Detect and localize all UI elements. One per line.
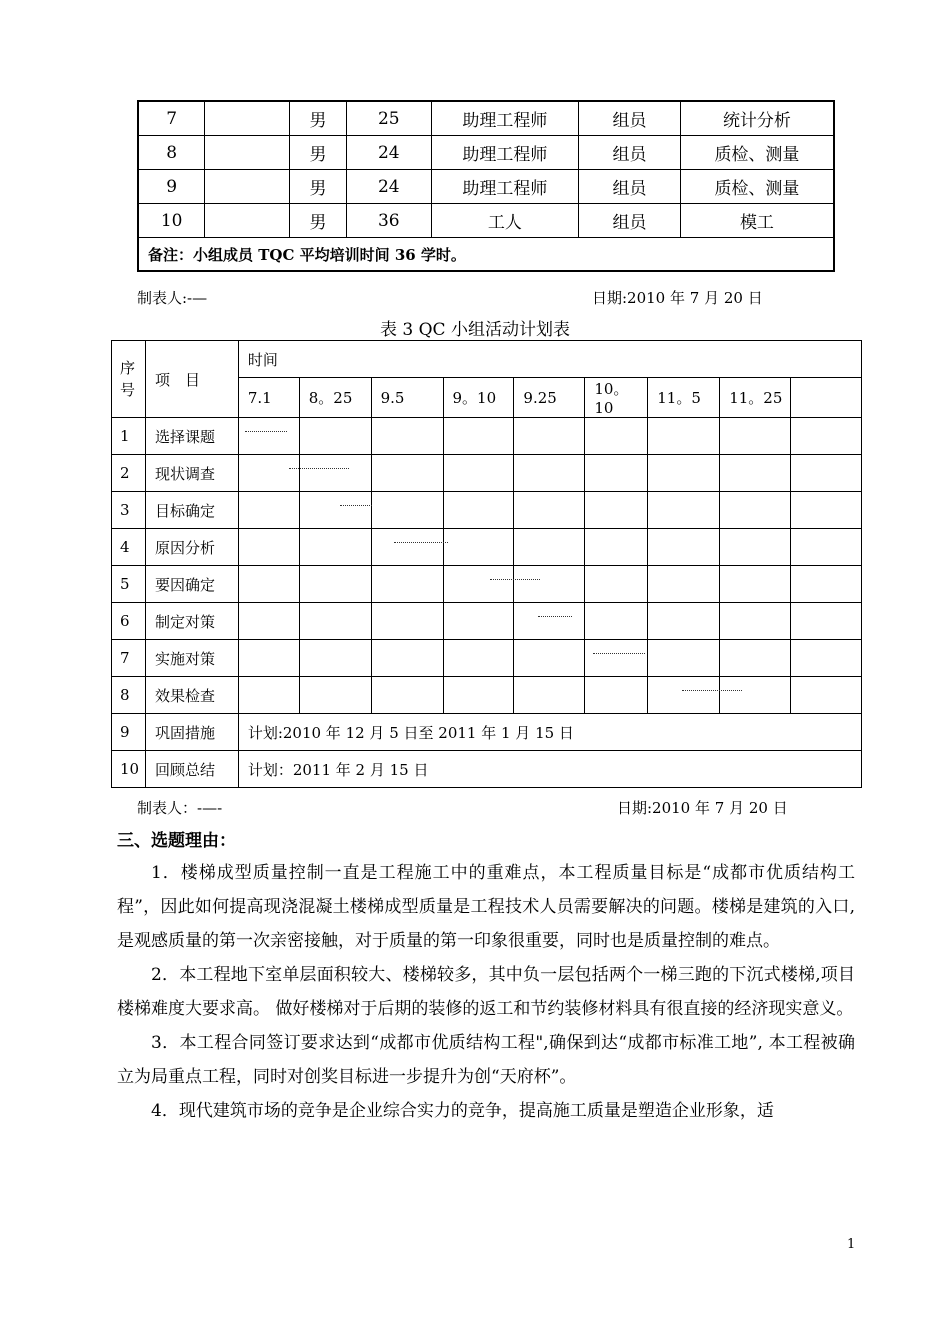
- member-duty-cell: 质检、测量: [680, 136, 834, 170]
- schedule-cell: [720, 640, 791, 677]
- schedule-cell: [238, 677, 299, 714]
- schedule-cell: [720, 492, 791, 529]
- plan-item-cell: 制定对策: [145, 603, 238, 640]
- plan-row: [112, 640, 862, 677]
- plan-row: [112, 455, 862, 492]
- member-duty-cell: 质检、测量: [680, 170, 834, 204]
- schedule-cell: [791, 677, 862, 714]
- schedule-cell: [791, 566, 862, 603]
- plan-row: [112, 566, 862, 603]
- member-age-cell: 24: [346, 170, 431, 204]
- schedule-cell: [514, 566, 585, 603]
- schedule-cell: [514, 603, 585, 640]
- member-duty-cell: 模工: [680, 204, 834, 238]
- schedule-cell: [791, 640, 862, 677]
- member-gender-cell: 男: [290, 204, 347, 238]
- schedule-cell: [238, 603, 299, 640]
- member-gender-cell: 男: [290, 101, 347, 136]
- plan-maker: 制表人：-—-: [137, 799, 223, 817]
- schedule-cell: [720, 529, 791, 566]
- plan-row: [112, 418, 862, 455]
- schedule-cell: [238, 455, 299, 492]
- schedule-cell: [791, 418, 862, 455]
- schedule-bar: [538, 616, 572, 617]
- schedule-cell: [371, 529, 443, 566]
- schedule-cell: [648, 492, 720, 529]
- schedule-cell: [648, 529, 720, 566]
- schedule-cell: [299, 455, 371, 492]
- plan-no-cell: 3: [112, 492, 146, 529]
- header-time: 时间: [238, 341, 861, 378]
- paragraph-2: 2．本工程地下室单层面积较大、楼梯较多，其中负一层包括两个一梯三跑的下沉式楼梯,项目楼梯难度大要求高。 做好楼梯对于后期的装修的返工和节约装修材料具有很直接的经济现实意义。: [117, 965, 855, 1019]
- plan-row: [112, 751, 862, 788]
- members-note: 备注：小组成员 TQC 平均培训时间 36 学时。: [138, 238, 834, 272]
- schedule-cell: [371, 677, 443, 714]
- schedule-cell: [238, 492, 299, 529]
- member-no-cell: 10: [138, 204, 205, 238]
- schedule-cell: [791, 455, 862, 492]
- date-header-cell: 9.25: [514, 378, 585, 418]
- schedule-cell: [585, 418, 648, 455]
- member-role-cell: 组员: [579, 136, 681, 170]
- date-header-cell: 8。25: [299, 378, 371, 418]
- schedule-cell: [443, 640, 514, 677]
- member-name-cell: [205, 136, 290, 170]
- plan-no-cell: 4: [112, 529, 146, 566]
- header-no: 序号: [112, 341, 146, 418]
- schedule-cell: [443, 677, 514, 714]
- schedule-cell: [371, 492, 443, 529]
- plan-item-cell: 目标确定: [145, 492, 238, 529]
- member-name-cell: [205, 101, 290, 136]
- schedule-cell: [585, 529, 648, 566]
- schedule-cell: [299, 603, 371, 640]
- schedule-cell: [791, 529, 862, 566]
- plan-no-cell: 9: [112, 714, 146, 751]
- schedule-bar: [245, 431, 287, 432]
- schedule-cell: [648, 455, 720, 492]
- member-gender-cell: 男: [290, 170, 347, 204]
- section-heading: 三、选题理由：: [117, 831, 236, 851]
- schedule-cell: [514, 529, 585, 566]
- member-no-cell: 8: [138, 136, 205, 170]
- plan-no-cell: 8: [112, 677, 146, 714]
- member-title-cell: 助理工程师: [431, 101, 579, 136]
- schedule-cell: [720, 677, 791, 714]
- date-header-cell: 11。25: [720, 378, 791, 418]
- member-row: [138, 170, 834, 204]
- member-role-cell: 组员: [579, 204, 681, 238]
- plan-item-cell: 选择课题: [145, 418, 238, 455]
- plan-table-title: 表 3 QC 小组活动计划表: [380, 320, 570, 340]
- member-row: [138, 204, 834, 238]
- schedule-cell: [443, 603, 514, 640]
- schedule-cell: [648, 418, 720, 455]
- schedule-cell: [299, 677, 371, 714]
- schedule-cell: [585, 640, 648, 677]
- members-maker: 制表人:-—: [137, 289, 208, 307]
- date-header-cell: 7.1: [238, 378, 299, 418]
- plan-no-cell: 5: [112, 566, 146, 603]
- date-header-cell: 11。5: [648, 378, 720, 418]
- schedule-cell: [585, 492, 648, 529]
- schedule-cell: [720, 603, 791, 640]
- schedule-cell: [238, 529, 299, 566]
- plan-row: [112, 603, 862, 640]
- schedule-cell: [371, 418, 443, 455]
- schedule-cell: [371, 566, 443, 603]
- plan-item-cell: 实施对策: [145, 640, 238, 677]
- schedule-cell: [585, 455, 648, 492]
- section-body: [117, 856, 855, 1128]
- plan-item-cell: 要因确定: [145, 566, 238, 603]
- member-gender-cell: 男: [290, 136, 347, 170]
- member-title-cell: 助理工程师: [431, 136, 579, 170]
- schedule-cell: [648, 603, 720, 640]
- member-no-cell: 9: [138, 170, 205, 204]
- plan-row: [112, 529, 862, 566]
- plan-item-cell: 巩固措施: [145, 714, 238, 751]
- schedule-cell: [720, 566, 791, 603]
- schedule-cell: [371, 603, 443, 640]
- plan-item-cell: 效果检查: [145, 677, 238, 714]
- plan-table: [111, 340, 862, 788]
- schedule-cell: [371, 455, 443, 492]
- schedule-cell: [514, 677, 585, 714]
- member-title-cell: 工人: [431, 204, 579, 238]
- schedule-cell: [585, 566, 648, 603]
- member-role-cell: 组员: [579, 101, 681, 136]
- member-name-cell: [205, 170, 290, 204]
- paragraph-1: 1．楼梯成型质量控制一直是工程施工中的重难点，本工程质量目标是“成都市优质结构工程”，因此如何提高现浇混凝土楼梯成型质量是工程技术人员需要解决的问题。楼梯是建筑的入口,是观感质量的第一次亲密接触，对于质量的第一印象很重要，同时也是质量控制的难点。: [117, 863, 855, 951]
- schedule-cell: [299, 529, 371, 566]
- schedule-bar: [593, 653, 645, 654]
- plan-row: [112, 677, 862, 714]
- plan-no-cell: 2: [112, 455, 146, 492]
- date-header-cell: 9。10: [443, 378, 514, 418]
- plan-no-cell: 7: [112, 640, 146, 677]
- member-row: [138, 136, 834, 170]
- member-role-cell: 组员: [579, 170, 681, 204]
- schedule-bar: [340, 505, 372, 506]
- member-age-cell: 25: [346, 101, 431, 136]
- schedule-cell: [371, 640, 443, 677]
- plan-item-cell: 现状调查: [145, 455, 238, 492]
- paragraph-3: 3．本工程合同签订要求达到“成都市优质结构工程",确保到达“成都市标准工地”, 本工程被确立为局重点工程，同时对创奖目标进一步提升为创“天府杯”。: [117, 1033, 855, 1087]
- schedule-cell: [791, 603, 862, 640]
- plan-item-cell: 回顾总结: [145, 751, 238, 788]
- date-header-cell: [791, 378, 862, 418]
- member-age-cell: 36: [346, 204, 431, 238]
- schedule-cell: [443, 455, 514, 492]
- schedule-cell: [299, 418, 371, 455]
- members-table: [137, 100, 835, 272]
- schedule-cell: [791, 492, 862, 529]
- plan-row: [112, 714, 862, 751]
- schedule-cell: [299, 640, 371, 677]
- member-name-cell: [205, 204, 290, 238]
- member-row: [138, 101, 834, 136]
- member-age-cell: 24: [346, 136, 431, 170]
- schedule-cell: [648, 640, 720, 677]
- schedule-cell: [514, 640, 585, 677]
- paragraph-4: 4．现代建筑市场的竞争是企业综合实力的竞争，提高施工质量是塑造企业形象，适: [151, 1101, 774, 1121]
- schedule-cell: [648, 677, 720, 714]
- page-number: 1: [847, 1237, 856, 1252]
- plan-text-cell: 计划:2010 年 12 月 5 日至 2011 年 1 月 15 日: [238, 714, 861, 751]
- date-header-cell: 9.5: [371, 378, 443, 418]
- plan-text-cell: 计划：2011 年 2 月 15 日: [238, 751, 861, 788]
- plan-date: 日期:2010 年 7 月 20 日: [617, 799, 788, 817]
- schedule-cell: [238, 418, 299, 455]
- schedule-cell: [720, 418, 791, 455]
- schedule-cell: [299, 566, 371, 603]
- schedule-cell: [514, 418, 585, 455]
- date-header-cell: 10。10: [585, 378, 648, 418]
- member-title-cell: 助理工程师: [431, 170, 579, 204]
- schedule-cell: [443, 566, 514, 603]
- schedule-cell: [648, 566, 720, 603]
- member-no-cell: 7: [138, 101, 205, 136]
- schedule-cell: [585, 603, 648, 640]
- header-item: 项 目: [145, 341, 238, 418]
- plan-row: [112, 492, 862, 529]
- plan-no-cell: 10: [112, 751, 146, 788]
- schedule-cell: [443, 529, 514, 566]
- schedule-cell: [443, 492, 514, 529]
- schedule-cell: [238, 566, 299, 603]
- schedule-cell: [720, 455, 791, 492]
- schedule-cell: [585, 677, 648, 714]
- schedule-cell: [238, 640, 299, 677]
- schedule-cell: [514, 492, 585, 529]
- schedule-cell: [299, 492, 371, 529]
- plan-no-cell: 1: [112, 418, 146, 455]
- plan-item-cell: 原因分析: [145, 529, 238, 566]
- schedule-cell: [514, 455, 585, 492]
- schedule-cell: [443, 418, 514, 455]
- schedule-bar: [394, 542, 448, 543]
- member-duty-cell: 统计分析: [680, 101, 834, 136]
- members-date: 日期:2010 年 7 月 20 日: [592, 289, 763, 307]
- plan-no-cell: 6: [112, 603, 146, 640]
